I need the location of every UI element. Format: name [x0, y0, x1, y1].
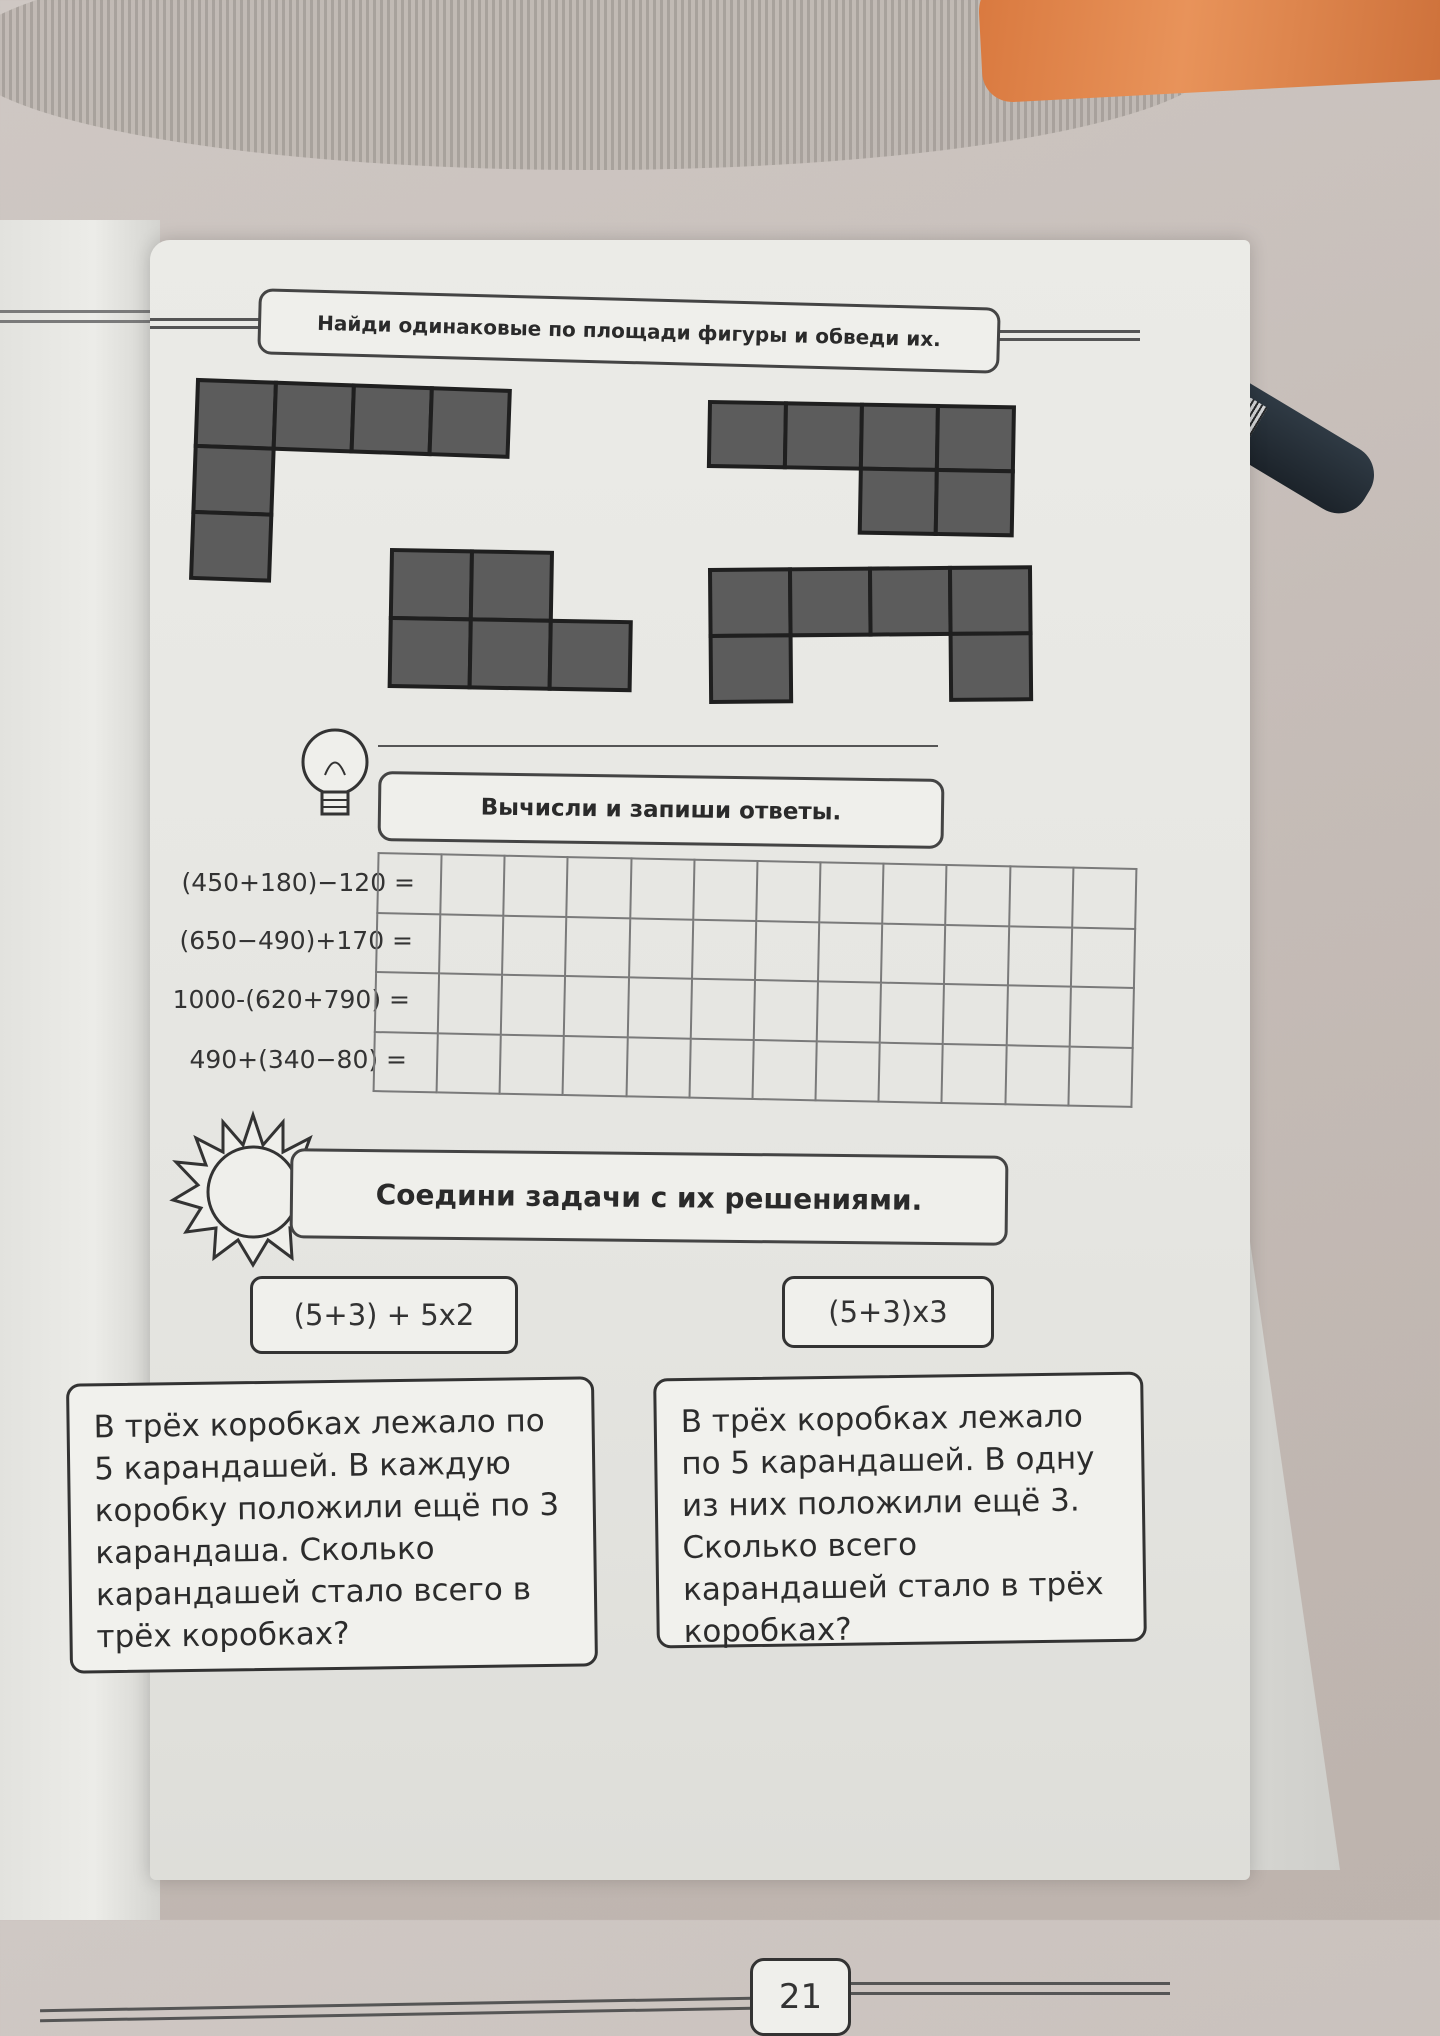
- header-rule-left: [150, 326, 260, 329]
- problem-2[interactable]: В трёх коробках лежало по 5 карандашей. В одну из них положили ещё 3. Сколько всего карандашей стало в трёх коробках?: [653, 1372, 1147, 1649]
- header-rule-left: [150, 318, 260, 321]
- header-rule-right: [990, 338, 1140, 341]
- formula-2[interactable]: (5+3)x3: [782, 1276, 994, 1348]
- shape-step: [708, 402, 1014, 535]
- task2-title: [378, 771, 945, 849]
- task1-title: [257, 288, 1000, 373]
- page-number: [750, 1958, 851, 2036]
- task2-title-text: Вычисли и запиши ответы.: [480, 794, 842, 826]
- orange-bag: [977, 0, 1440, 104]
- task3-title-text: Соедини задачи с их решениями.: [375, 1177, 923, 1217]
- shape-arch: [710, 567, 1031, 702]
- footer-rule-right: [845, 1992, 1170, 1995]
- header-rule-right: [990, 330, 1140, 333]
- task2-rule: [378, 745, 938, 747]
- area-shapes: [150, 370, 1250, 750]
- shape-block: [390, 550, 632, 690]
- page-number-text: 21: [778, 1977, 823, 2017]
- expression-4: 490+(340−80) =: [189, 1045, 407, 1074]
- footer-rule-right: [845, 1982, 1170, 1985]
- task1-title-text: Найди одинаковые по площади фигуры и обведи их.: [316, 310, 942, 352]
- lightbulb-icon: [290, 720, 380, 830]
- workbook-page: [93, 240, 1250, 2017]
- expression-1: (450+180)−120 =: [181, 868, 415, 897]
- answer-grid[interactable]: [373, 852, 1138, 1108]
- problem-1[interactable]: В трёх коробках лежало по 5 карандашей. В каждую коробку положили ещё по 3 карандаша. Сколько карандашей стало всего в трёх коробках?: [66, 1376, 598, 1673]
- formula-1[interactable]: (5+3) + 5x2: [250, 1276, 518, 1354]
- expression-3: 1000-(620+790) =: [172, 985, 410, 1014]
- task3-title: [290, 1148, 1009, 1246]
- expression-2: (650−490)+170 =: [179, 926, 413, 955]
